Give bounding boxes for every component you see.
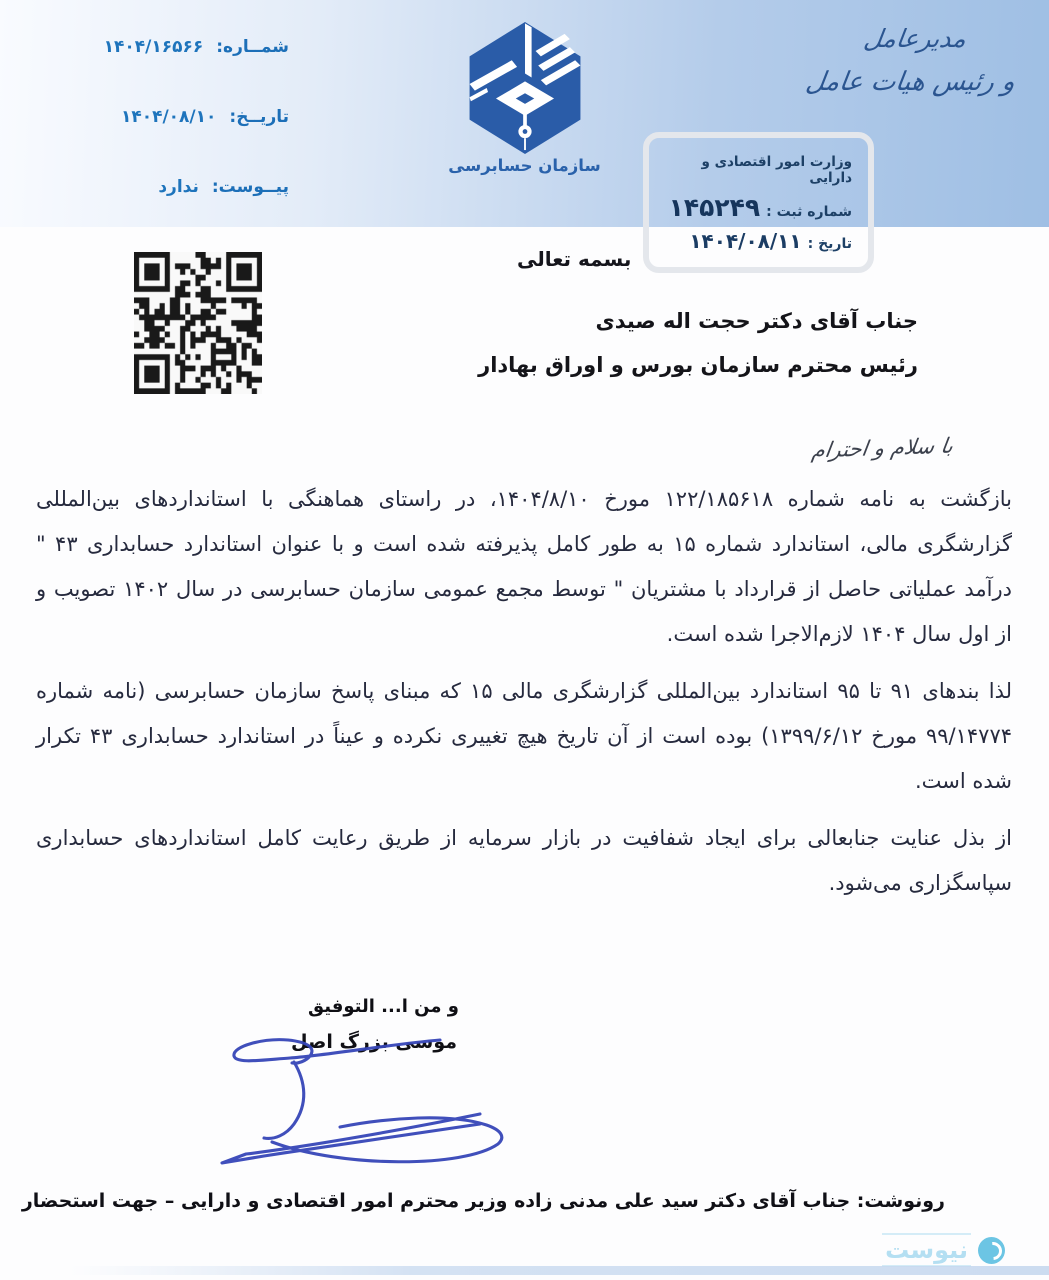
attachment-label: پیــوست: [211,177,289,197]
stamp-ministry-name: وزارت امور اقتصادی و دارایی [701,154,852,186]
header-band [0,0,1049,227]
letter-number-value: ۱۴۰۴/۱۶۵۶۶ [103,37,204,57]
body-paragraph-2: لذا بندهای ۹۱ تا ۹۵ استاندارد بین‌المللی گزارشگری مالی ۱۵ که مبنای پاسخ سازمان حسابرسی (نامه شماره ۹۹/۱۴۷۷۴ مورخ ۱۳۹۹/۶/۱۲) بوده است از آن تاریخ هیچ تغییری نکرده و عیناً در استاندارد حسابداری ۴۳ تکرار شده است. [36,679,1012,793]
watermark-brand-text: نیوست [882,1233,971,1267]
stamp-reg-label: شماره ثبت : [766,204,852,220]
letter-number-label: شمــاره: [216,37,289,57]
stamp-date-row [659,229,852,253]
attachment-value: ندارد [158,177,199,197]
letter-body [36,477,1012,918]
signatory-titles [803,24,1018,97]
stamp-reg-number: ۱۴۵۲۴۹ [668,193,761,222]
cc-line: رونوشت: جناب آقای دکتر سید علی مدنی زاده وزیر محترم امور اقتصادی و دارایی – جهت استحضار [21,1190,945,1212]
addressee-title: رئیس محترم سازمان بورس و اوراق بهادار [478,353,918,377]
addressee-name: جناب آقای دکتر حجت اله صیدی [595,309,918,333]
audit-organization-logo-icon [451,22,599,154]
letter-date-row [121,107,289,127]
signatory-title-line1: مدیرعامل [861,24,969,53]
registration-stamp [643,132,874,273]
news-site-watermark [882,1233,1005,1267]
letter-date-label: تاریــخ: [229,107,289,127]
besmellah-text: بسمه تعالی [517,247,632,271]
closing-phrase: و من ا... التوفیق [308,996,459,1017]
handwritten-greeting: با سلام و احترام [810,433,955,463]
qr-code-canvas [134,252,262,394]
scan-edge-artifact [70,1266,1049,1275]
letter-number-row [104,37,289,57]
body-paragraph-3: از بذل عنایت جنابعالی برای ایجاد شفافیت در بازار سرمایه از طریق رعایت کامل استانداردهای حسابداری سپاسگزاری می‌شود. [36,826,1012,895]
signer-name: موسی بزرگ اصل [291,1031,457,1053]
organization-name: سازمان حسابرسی [448,156,601,175]
stamp-date-label: تاریخ : [807,236,852,252]
qr-code [134,252,262,394]
audit-organization-logo [437,22,613,175]
watermark-logo-icon [978,1237,1005,1264]
attachment-row [158,177,289,197]
stamp-registration-row [659,193,852,222]
body-paragraph-1: بازگشت به نامه شماره ۱۲۲/۱۸۵۶۱۸ مورخ ۱۴۰۴/۸/۱۰، در راستای هماهنگی با استانداردهای بین‌المللی گزارشگری مالی، استاندارد شماره ۱۵ به طور کامل پذیرفته شده است و با عنوان استاندارد حسابداری ۴۳ " درآمد عملیاتی حاصل از قرارداد با مشتریان " توسط مجمع عمومی سازمان حسابرسی در سال ۱۴۰۲ تصویب و از اول سال ۱۴۰۴ لازم‌الاجرا شده است. [36,487,1012,646]
letter-date-value: ۱۴۰۴/۰۸/۱۰ [120,107,217,127]
addressee-block [478,299,918,387]
signatory-title-line2: و رئیس هیات عامل [803,67,1018,97]
handwritten-signature [212,1030,512,1170]
stamp-date-value: ۱۴۰۴/۰۸/۱۱ [689,229,802,253]
